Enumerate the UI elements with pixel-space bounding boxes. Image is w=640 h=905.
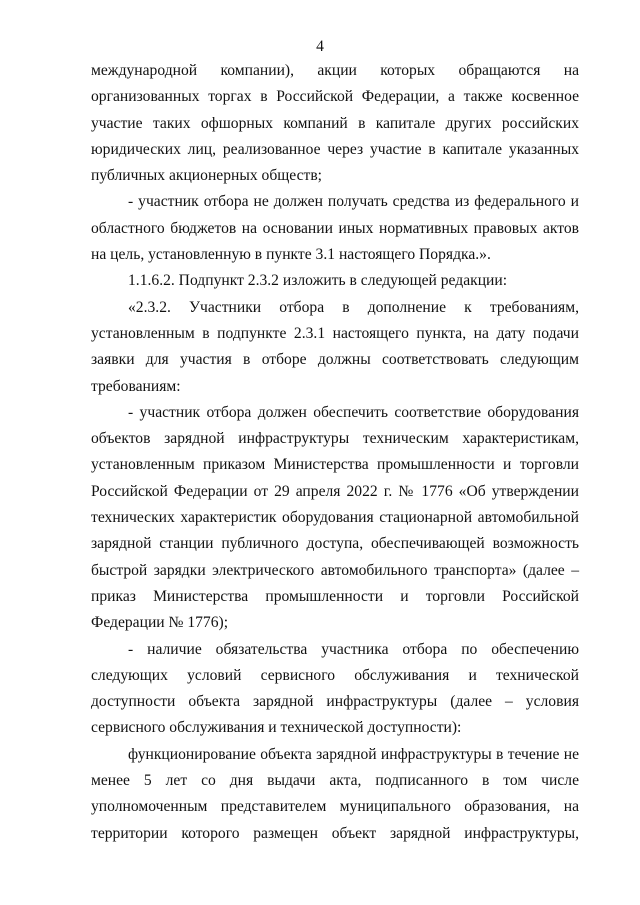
paragraph-equipment-compliance: - участник отбора должен обеспечить соответствие оборудования объектов зарядной инфраструктуры техническим характеристикам, установленным приказом Министерства промышленности и торговли Российской Федерации от 29 апреля 2022 г. № 1776 «Об утверждении технических характеристик оборудования стационарной автомобильной зарядной станции публичного доступа, обеспечивающей возможность быстрой зарядки электрического автомобильного транспорта» (далее – приказ Министерства промышленности и торговли Российской Федерации № 1776);	[91, 403, 579, 632]
paragraph-offshore-participation: международной компании), акции которых обращаются на организованных торгах в Российской Федерации, а также косвенное участие таких офшорных компаний в капитале других российских юридических лиц, реализованное через участие в капитале указанных публичных акционерных обществ;	[91, 62, 579, 185]
paragraph-subitem-heading: 1.1.6.2. Подпункт 2.3.2 изложить в следующей редакции:	[128, 272, 508, 290]
document-body	[91, 58, 579, 847]
paragraph-additional-requirements: «2.3.2. Участники отбора в дополнение к требованиям, установленным в подпункте 2.3.1 настоящего пункта, на дату подачи заявки для участия в отборе должны соответствовать следующим требованиям:	[91, 298, 579, 395]
page-number: 4	[316, 38, 324, 55]
paragraph-operation-period: функционирование объекта зарядной инфраструктуры в течение не менее 5 лет со дня выдачи акта, подписанного в том числе уполномоченным представителем муниципального образования, на территории которого размещен объект зарядной инфраструктуры,	[91, 745, 579, 842]
paragraph-service-obligation: - наличие обязательства участника отбора по обеспечению следующих условий сервисного обслуживания и технической доступности объекта зарядной инфраструктуры (далее – условия сервисного обслуживания и технической доступности):	[91, 640, 579, 737]
paragraph-budget-funds: - участник отбора не должен получать средства из федерального и областного бюджетов на основании иных нормативных правовых актов на цель, установленную в пункте 3.1 настоящего Порядка.».	[91, 193, 579, 264]
